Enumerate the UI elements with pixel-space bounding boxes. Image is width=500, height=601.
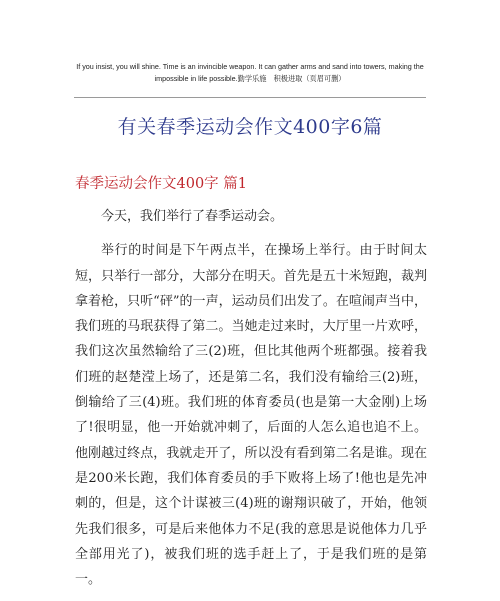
- section-title: 春季运动会作文400字 篇1: [75, 176, 248, 192]
- paragraph-main: 举行的时间是下午两点半，在操场上举行。由于时间太短，只举行一部分，大部分在明天。首先是五十米短跑，裁判拿着枪，只听“砰”的一声，运动员们出发了。在喧闹声当中，我们班的马珉获得了第二。当她走过来时，大厅里一片欢呼，我们这次虽然输给了三(2)班，但比其他两个班都强。接着我们班的赵楚滢上场了，还是第二名，我们没有输给三(2)班，倒输给了三(4)班。我们班的体育委员(也是第一大金刚)上场了!很明显，他一开始就冲刺了，后面的人怎么追也追不上。他刚越过终点，我就走开了，所以没有看到第二名是谁。现在是200米长跑，我们体育委员的手下败将上场了!他也是先冲刺的，但是，这个计谋被三(4)班的谢翔识破了，开始，他领先我们很多，可是后来他体力不足(我的意思是说他体力几乎全部用光了)，被我们班的选手赶上了，于是我们班的是第一。: [75, 243, 427, 588]
- paragraph-intro: 今天，我们举行了春季运动会。: [101, 209, 284, 224]
- header-quote-line-1: If you insist, you will shine. Time is an invincible weapon. It can gather arms and sand into towers, making the: [76, 62, 424, 71]
- body-text: [75, 204, 427, 601]
- page-header-quote: [60, 61, 440, 85]
- document-title: 有关春季运动会作文400字6篇: [117, 116, 383, 138]
- header-quote-line-2: impossible in life possible.勤学乐施 积极进取（页眉可删）: [154, 74, 346, 83]
- header-divider: [74, 97, 426, 98]
